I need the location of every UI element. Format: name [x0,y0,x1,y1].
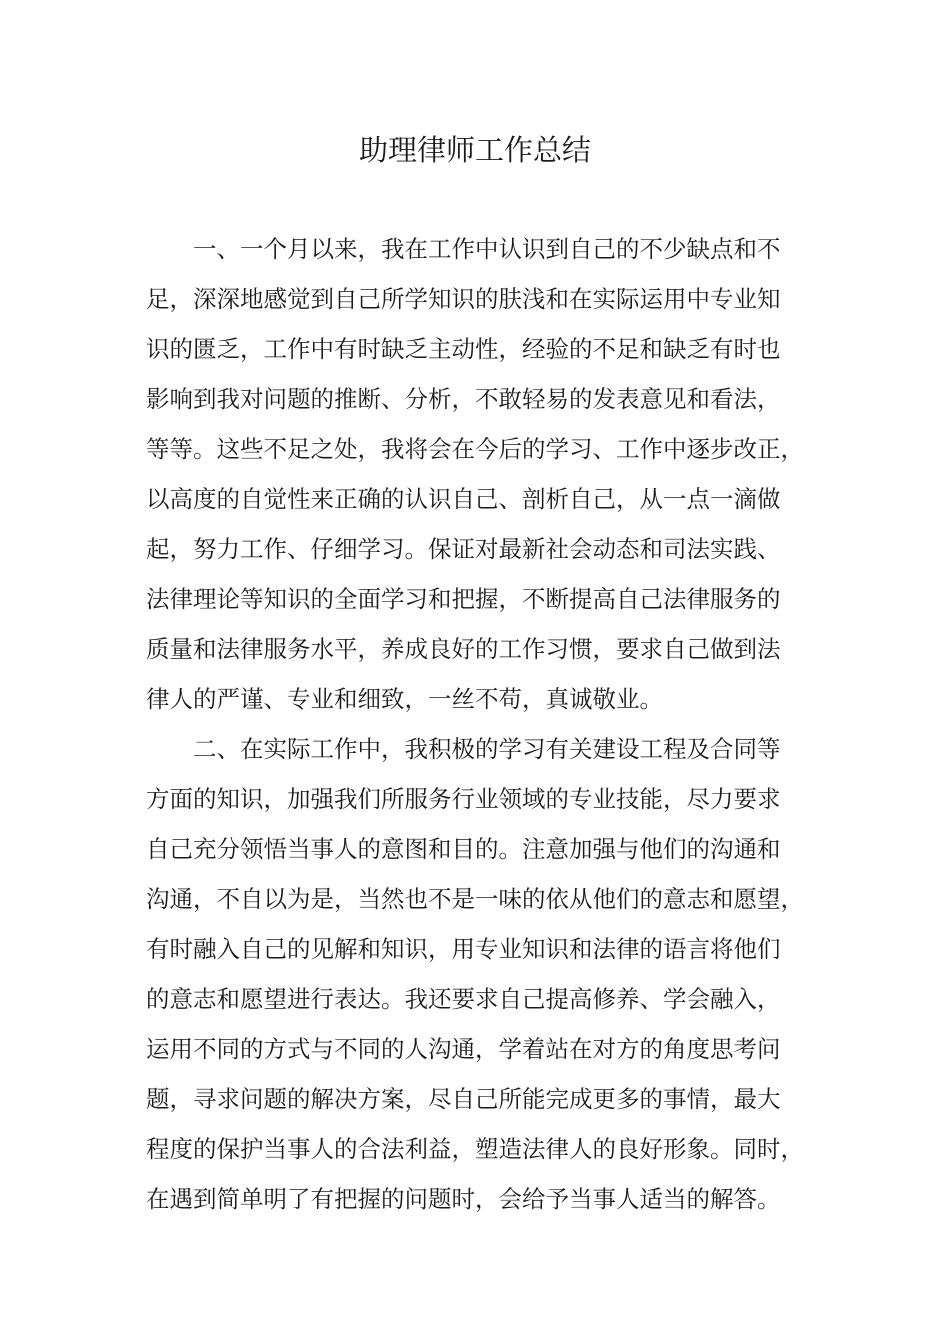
paragraph-2-line-1: 二、在实际工作中，我积极的学习有关建设工程及合同等 [193,735,781,763]
paragraph-2-line-2: 方面的知识，加强我们所服务行业领域的专业技能，尽力要求 [146,785,781,813]
paragraph-1-line-4: 影响到我对问题的推断、分析，不敢轻易的发表意见和看法， [146,385,781,413]
paragraph-2-line-10: 在遇到简单明了有把握的问题时，会给予当事人适当的解答。 [146,1185,781,1213]
paragraph-2-line-3: 自己充分领悟当事人的意图和目的。注意加强与他们的沟通和 [146,835,781,863]
paragraph-2-line-5: 有时融入自己的见解和知识，用专业知识和法律的语言将他们 [146,935,781,963]
paragraph-2-line-9: 程度的保护当事人的合法利益，塑造法律人的良好形象。同时， [146,1135,804,1163]
paragraph-1-line-6: 以高度的自觉性来正确的认识自己、剖析自己，从一点一滴做 [146,485,781,513]
paragraph-1-line-9: 质量和法律服务水平，养成良好的工作习惯，要求自己做到法 [146,635,781,663]
paragraph-1-line-3: 识的匮乏，工作中有时缺乏主动性，经验的不足和缺乏有时也 [146,335,781,363]
paragraph-2-line-7: 运用不同的方式与不同的人沟通，学着站在对方的角度思考问 [146,1035,781,1063]
document-title: 助理律师工作总结 [358,133,591,167]
paragraph-2-line-6: 的意志和愿望进行表达。我还要求自己提高修养、学会融入， [146,985,781,1013]
paragraph-1-line-2: 足，深深地感觉到自己所学知识的肤浅和在实际运用中专业知 [146,285,781,313]
paragraph-2-line-4: 沟通，不自以为是，当然也不是一味的依从他们的意志和愿望， [146,885,804,913]
paragraph-1-line-1: 一、一个月以来，我在工作中认识到自己的不少缺点和不 [193,235,781,263]
paragraph-1-line-10: 律人的严谨、专业和细致，一丝不苟，真诚敬业。 [146,685,663,713]
paragraph-1-line-8: 法律理论等知识的全面学习和把握，不断提高自己法律服务的 [146,585,781,613]
paragraph-1-line-5: 等等。这些不足之处，我将会在今后的学习、工作中逐步改正， [146,435,804,463]
paragraph-2-line-8: 题，寻求问题的解决方案，尽自己所能完成更多的事情，最大 [146,1085,781,1113]
paragraph-1-line-7: 起，努力工作、仔细学习。保证对最新社会动态和司法实践、 [146,535,781,563]
